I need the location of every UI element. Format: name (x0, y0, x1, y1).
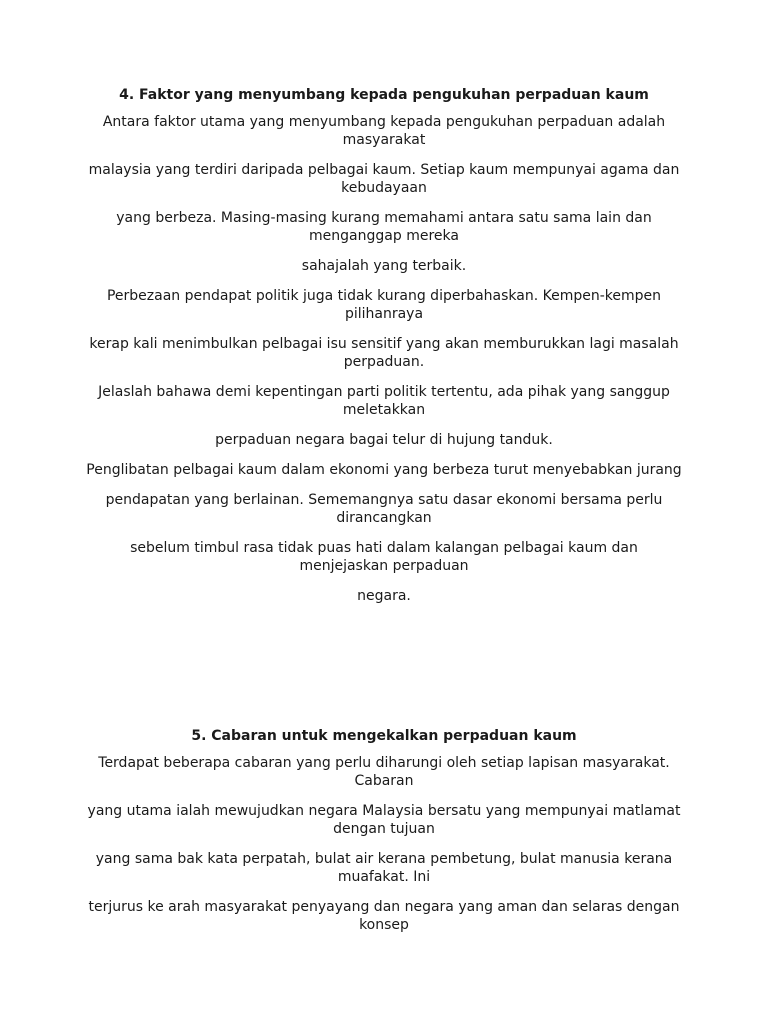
section-5-heading: 5. Cabaran untuk mengekalkan perpaduan kaum (191, 728, 577, 744)
paragraph: Perbezaan pendapat politik juga tidak kurang diperbahaskan. Kempen-kempen pilihanraya (106, 288, 662, 322)
paragraph: sebelum timbul rasa tidak puas hati dalam kalangan pelbagai kaum dan menjejaskan perpaduan (130, 540, 638, 574)
paragraph: yang utama ialah mewujudkan negara Malaysia bersatu yang mempunyai matlamat dengan tujuan (87, 803, 681, 837)
paragraph: yang berbeza. Masing-masing kurang memahami antara satu sama lain dan menganggap mereka (116, 210, 652, 244)
section-4-heading: 4. Faktor yang menyumbang kepada pengukuhan perpaduan kaum (119, 87, 649, 103)
paragraph: malaysia yang terdiri daripada pelbagai kaum. Setiap kaum mempunyai agama dan kebudayaan (88, 162, 680, 196)
paragraph: perpaduan negara bagai telur di hujung tanduk. (215, 432, 553, 448)
paragraph: kerap kali menimbulkan pelbagai isu sensitif yang akan memburukkan lagi masalah perpaduan. (89, 336, 679, 370)
section-5 (84, 727, 684, 946)
paragraph: Jelaslah bahawa demi kepentingan parti politik tertentu, ada pihak yang sanggup meletakkan (98, 384, 670, 418)
section-4 (84, 86, 684, 617)
paragraph: negara. (357, 588, 411, 604)
paragraph: yang sama bak kata perpatah, bulat air kerana pembetung, bulat manusia kerana muafakat. Ini (95, 851, 673, 885)
paragraph: Antara faktor utama yang menyumbang kepada pengukuhan perpaduan adalah masyarakat (102, 114, 666, 148)
paragraph: terjurus ke arah masyarakat penyayang dan negara yang aman dan selaras dengan konsep (88, 899, 680, 933)
paragraph: pendapatan yang berlainan. Sememangnya satu dasar ekonomi bersama perlu dirancangkan (105, 492, 663, 526)
paragraph: sahajalah yang terbaik. (301, 258, 467, 274)
paragraph: Terdapat beberapa cabaran yang perlu diharungi oleh setiap lapisan masyarakat. Cabaran (98, 755, 670, 789)
paragraph: Penglibatan pelbagai kaum dalam ekonomi yang berbeza turut menyebabkan jurang (86, 462, 682, 478)
